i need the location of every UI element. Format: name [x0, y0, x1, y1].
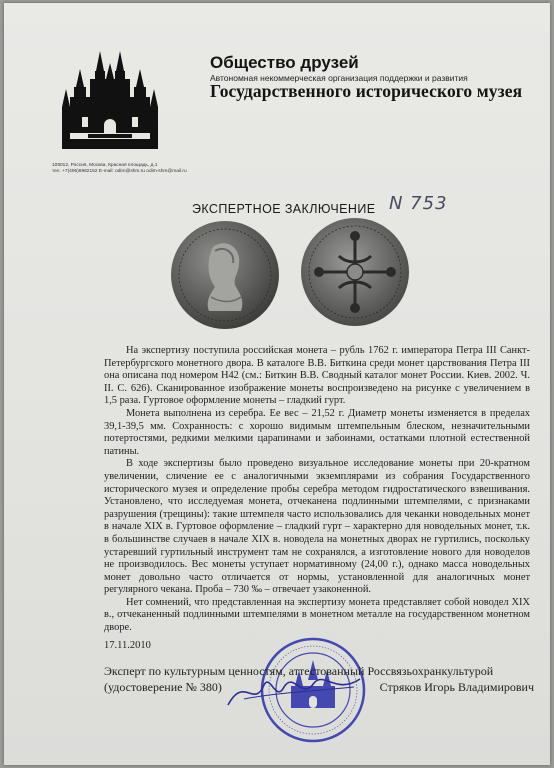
org-subtitle: Автономная некоммерческая организация поддержки и развития [210, 73, 468, 83]
expert-name: Стряков Игорь Владимирович [379, 680, 534, 694]
coin-reverse-image [299, 216, 411, 328]
kremlin-logo-icon [60, 49, 160, 161]
report-body [104, 345, 530, 635]
org-museum-name: Государственного исторического музея [210, 81, 523, 101]
coin-obverse-image [169, 219, 281, 331]
certificate-number: (удостоверение № 380) [104, 680, 222, 694]
address-line: 109012, Россия, Москва, Красная площадь, д.1 [52, 163, 158, 168]
document-page [4, 3, 550, 765]
expert-title: Эксперт по культурным ценностям, аттестованный Россвязьохранкультурой [104, 664, 494, 678]
paragraph: Нет сомнений, что представленная на экспертизу монета представляет собой новодел XIX в., отчеканенный подлинными штемпелями в монетном металле на государственном монетном дворе. [104, 596, 530, 634]
signature-block [104, 663, 534, 695]
document-date: 17.11.2010 [104, 640, 151, 651]
paragraph: На экспертизу поступила российская монета – рубль 1762 г. императора Петра III Санкт-Петербургского монетного двора. В каталоге В.В. Биткина среди монет царствования Петра III она описана под номером Н42 (см.: Биткин В.В. Сводный каталог монет России. Киев. 2002. Ч. II. С. 626). Сканированное изображение монеты воспроизведено на рисунке с увеличением в 1,5 раза. Гуртовое оформление монеты – гладкий гурт. [104, 345, 530, 407]
paragraph: В ходе экспертизы было проведено визуальное исследование монеты при 20-кратном увеличении, сличение ее с аналогичными экземплярами из собрания Государственного исторического музея и определение пробы серебра методом гидростатического взвешивания. Установлено, что исследуемая монета, отчеканена подлинными штемпелями, с признаками разрушения (трещины): такие штемпеля часто использовались для чеканки новодельных монет в начале XIX в. Гуртовое оформление – гладкий гурт – характерно для новодельных монет, т.к. в большинстве случаев в начале XIX в. новодела на монетных дворах не гуртились, поскольку устаревший гуртильный инструмент там не сохранялся, а изготовление нового для новоделов не производилось. Вес монеты уступает нормативному (24,00 г.), однако масса новодельных монет довольно часто отличается от нормы, установленной для аналогичных монет регулярного чекана. Проба – 730 ‰ – отвечает узаконенной. [104, 458, 530, 596]
document-title: ЭКСПЕРТНОЕ ЗАКЛЮЧЕНИЕ [192, 202, 376, 216]
handwritten-number: N 753 [389, 193, 448, 214]
contact-line: тел. +7(495)6982152 E-mail: odim@shm.ru odim-shm@mail.ru [52, 169, 187, 174]
signature-line [104, 679, 534, 695]
address-block [52, 163, 187, 175]
org-name: Общество друзей [210, 53, 359, 72]
paragraph: Монета выполнена из серебра. Ее вес – 21,52 г. Диаметр монеты изменяется в пределах 39,1-39,5 мм. Сохранность: с хорошо видимым штемпельным блеском, незначительными потертостями, редкими мелкими царапинами и забоинами, остатками плотной естественной патины. [104, 407, 530, 457]
